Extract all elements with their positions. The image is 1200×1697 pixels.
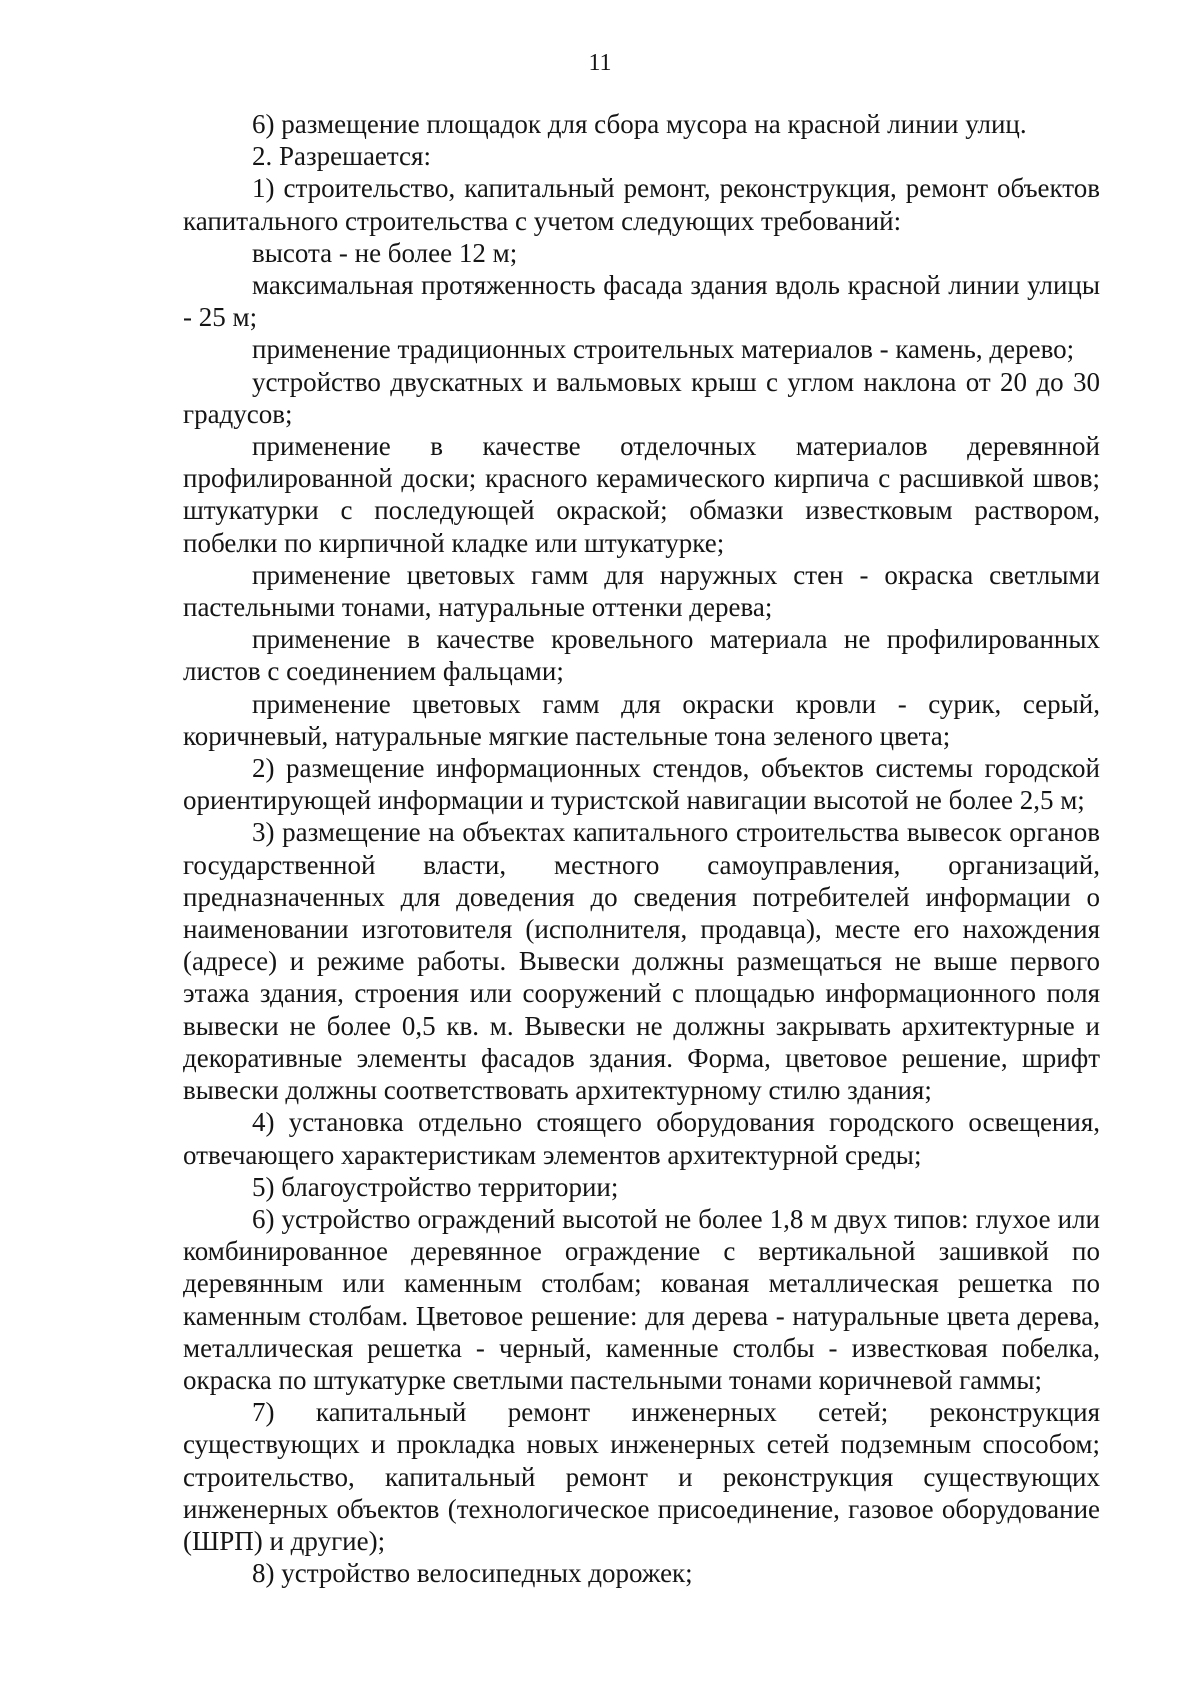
requirement-roof-colors: применение цветовых гамм для окраски кровли - сурик, серый, коричневый, натуральные мягкие пастельные тона зеленого цвета; <box>183 688 1100 751</box>
requirement-finishing-materials: применение в качестве отделочных материалов деревянной профилированной доски; красного керамического кирпича с расшивкой швов; штукатурки с последующей окраской; обмазки известковым раствором, побелки по кирпичной кладке или штукатурке; <box>183 431 1100 558</box>
requirement-roofing-material: применение в качестве кровельного материала не профилированных листов с соединением фальцами; <box>183 624 1100 687</box>
paragraph-allowed-item-8: 8) устройство велосипедных дорожек; <box>252 1558 693 1589</box>
paragraph-allowed-item-7: 7) капитальный ремонт инженерных сетей; реконструкция существующих и прокладка новых инженерных сетей подземным способом; строительство, капитальный ремонт и реконструкция существующих инженерных объектов (технологическое присоединение, газовое оборудование (ШРП) и другие); <box>183 1397 1100 1556</box>
requirement-roofs: устройство двускатных и вальмовых крыш с углом наклона от 20 до 30 градусов; <box>183 366 1100 429</box>
paragraph-allowed-item-4: 4) установка отдельно стоящего оборудования городского освещения, отвечающего характеристикам элементов архитектурной среды; <box>183 1107 1100 1170</box>
requirement-materials: применение традиционных строительных материалов - камень, дерево; <box>252 334 1075 365</box>
paragraph-allowed-item-1: 1) строительство, капитальный ремонт, реконструкция, ремонт объектов капитального строительства с учетом следующих требований: <box>183 173 1100 236</box>
section-allowed-heading: 2. Разрешается: <box>252 141 431 172</box>
paragraph-allowed-item-2: 2) размещение информационных стендов, объектов системы городской ориентирующей информации и туристской навигации высотой не более 2,5 м; <box>183 753 1100 816</box>
requirement-height: высота - не более 12 м; <box>252 237 518 268</box>
requirement-facade-length: максимальная протяженность фасада здания вдоль красной линии улицы - 25 м; <box>183 270 1100 333</box>
paragraph-allowed-item-5: 5) благоустройство территории; <box>252 1171 619 1202</box>
paragraph-prohibited-item-6: 6) размещение площадок для сбора мусора на красной линии улиц. <box>252 109 1027 139</box>
page-number: 11 <box>588 50 612 76</box>
paragraph-allowed-item-3: 3) размещение на объектах капитального строительства вывесок органов государственной власти, местного самоуправления, организаций, предназначенных для доведения до сведения потребителей информации о наименовании изготовителя (исполнителя, продавца), месте его нахождения (адресе) и режиме работы. Вывески должны размещаться не выше первого этажа здания, строения или сооружений с площадью информационного поля вывески не более 0,5 кв. м. Вывески не должны закрывать архитектурные и декоративные элементы фасадов здания. Форма, цветовое решение, шрифт вывески должны соответствовать архитектурному стилю здания; <box>183 817 1100 1106</box>
paragraph-allowed-item-6: 6) устройство ограждений высотой не более 1,8 м двух типов: глухое или комбинированное деревянное ограждение с вертикальной зашивкой по деревянным или каменным столбам; кованая металлическая решетка по каменным столбам. Цветовое решение: для дерева - натуральные цвета дерева, металлическая решетка - черный, каменные столбы - известковая побелка, окраска по штукатурке светлыми пастельными тонами коричневой гаммы; <box>183 1203 1100 1395</box>
document-body <box>183 108 1100 1589</box>
requirement-wall-colors: применение цветовых гамм для наружных стен - окраска светлыми пастельными тонами, натуральные оттенки дерева; <box>183 559 1100 623</box>
